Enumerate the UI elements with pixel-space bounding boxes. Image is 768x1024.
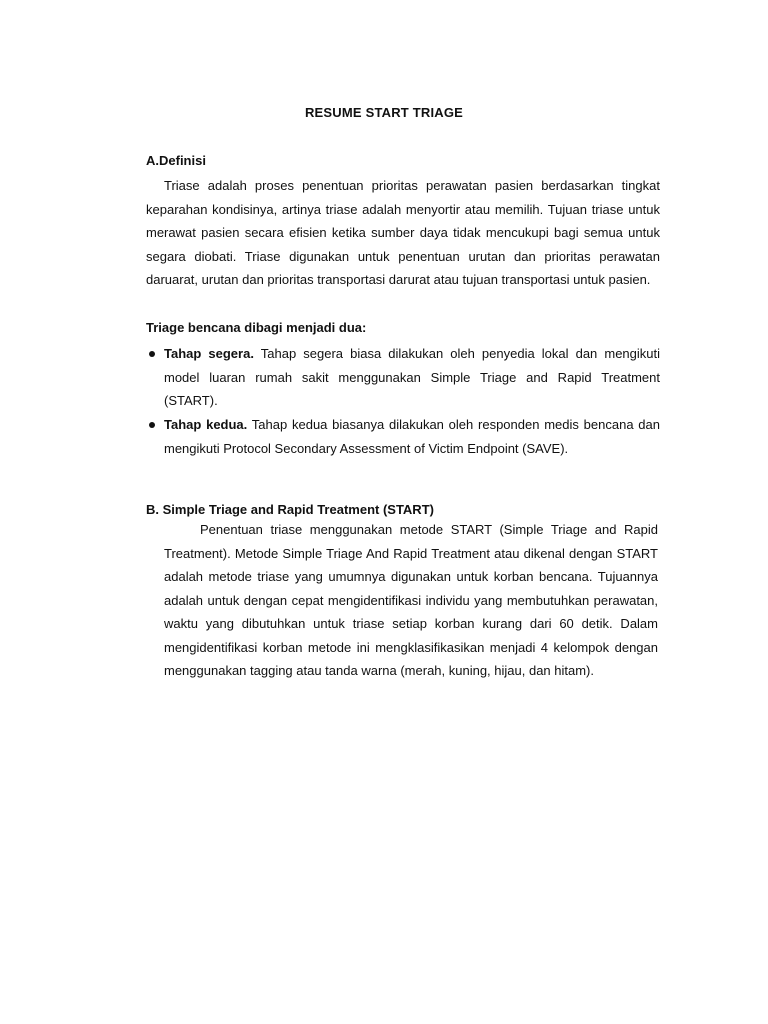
section-a-heading: A.Definisi [146,153,206,168]
section-b-heading: B. Simple Triage and Rapid Treatment (START) [146,502,434,517]
bullet-dot-icon [149,351,155,357]
bullet-term: Tahap kedua. [164,417,248,432]
section-b-paragraph: Penentuan triase menggunakan metode START (Simple Triage and Rapid Treatment). Metode Simple Triage And Rapid Treatment atau dikenal dengan START adalah metode triase yang umumnya digunakan untuk korban bencana. Tujuannya adalah untuk dengan cepat mengidentifikasi individu yang membutuhkan perawatan, waktu yang dibutuhkan untuk triase setiap korban kurang dari 60 detik. Dalam mengidentifikasi korban metode ini mengklasifikasikan menjadi 4 kelompok dengan menggunakan tagging atau tanda warna (merah, kuning, hijau, dan hitam). [164,522,658,678]
bullet-description: Tahap kedua biasanya dilakukan oleh responden medis bencana dan mengikuti Protocol Secondary Assessment of Victim Endpoint (SAVE). [164,417,660,456]
bullet-text [164,342,660,413]
document-title: RESUME START TRIAGE [304,105,464,120]
bullet-dot-icon [149,422,155,428]
bullet-text [164,413,660,460]
section-a-subheading: Triage bencana dibagi menjadi dua: [146,320,367,335]
bullet-term: Tahap segera. [164,346,254,361]
bullet-description: Tahap segera biasa dilakukan oleh penyedia lokal dan mengikuti model luaran rumah sakit menggunakan Simple Triage and Rapid Treatment (START). [164,346,660,408]
section-a-paragraph: Triase adalah proses penentuan prioritas perawatan pasien berdasarkan tingkat keparahan kondisinya, artinya triase adalah menyortir atau memilih. Tujuan triase untuk merawat pasien secara efisien ketika sumber daya tidak mencukupi bagi semua untuk segara diobati. Triase digunakan untuk penentuan urutan dan prioritas perawatan daruarat, urutan dan prioritas transportasi darurat atau tujuan transportasi untuk pasien. [146,178,660,287]
